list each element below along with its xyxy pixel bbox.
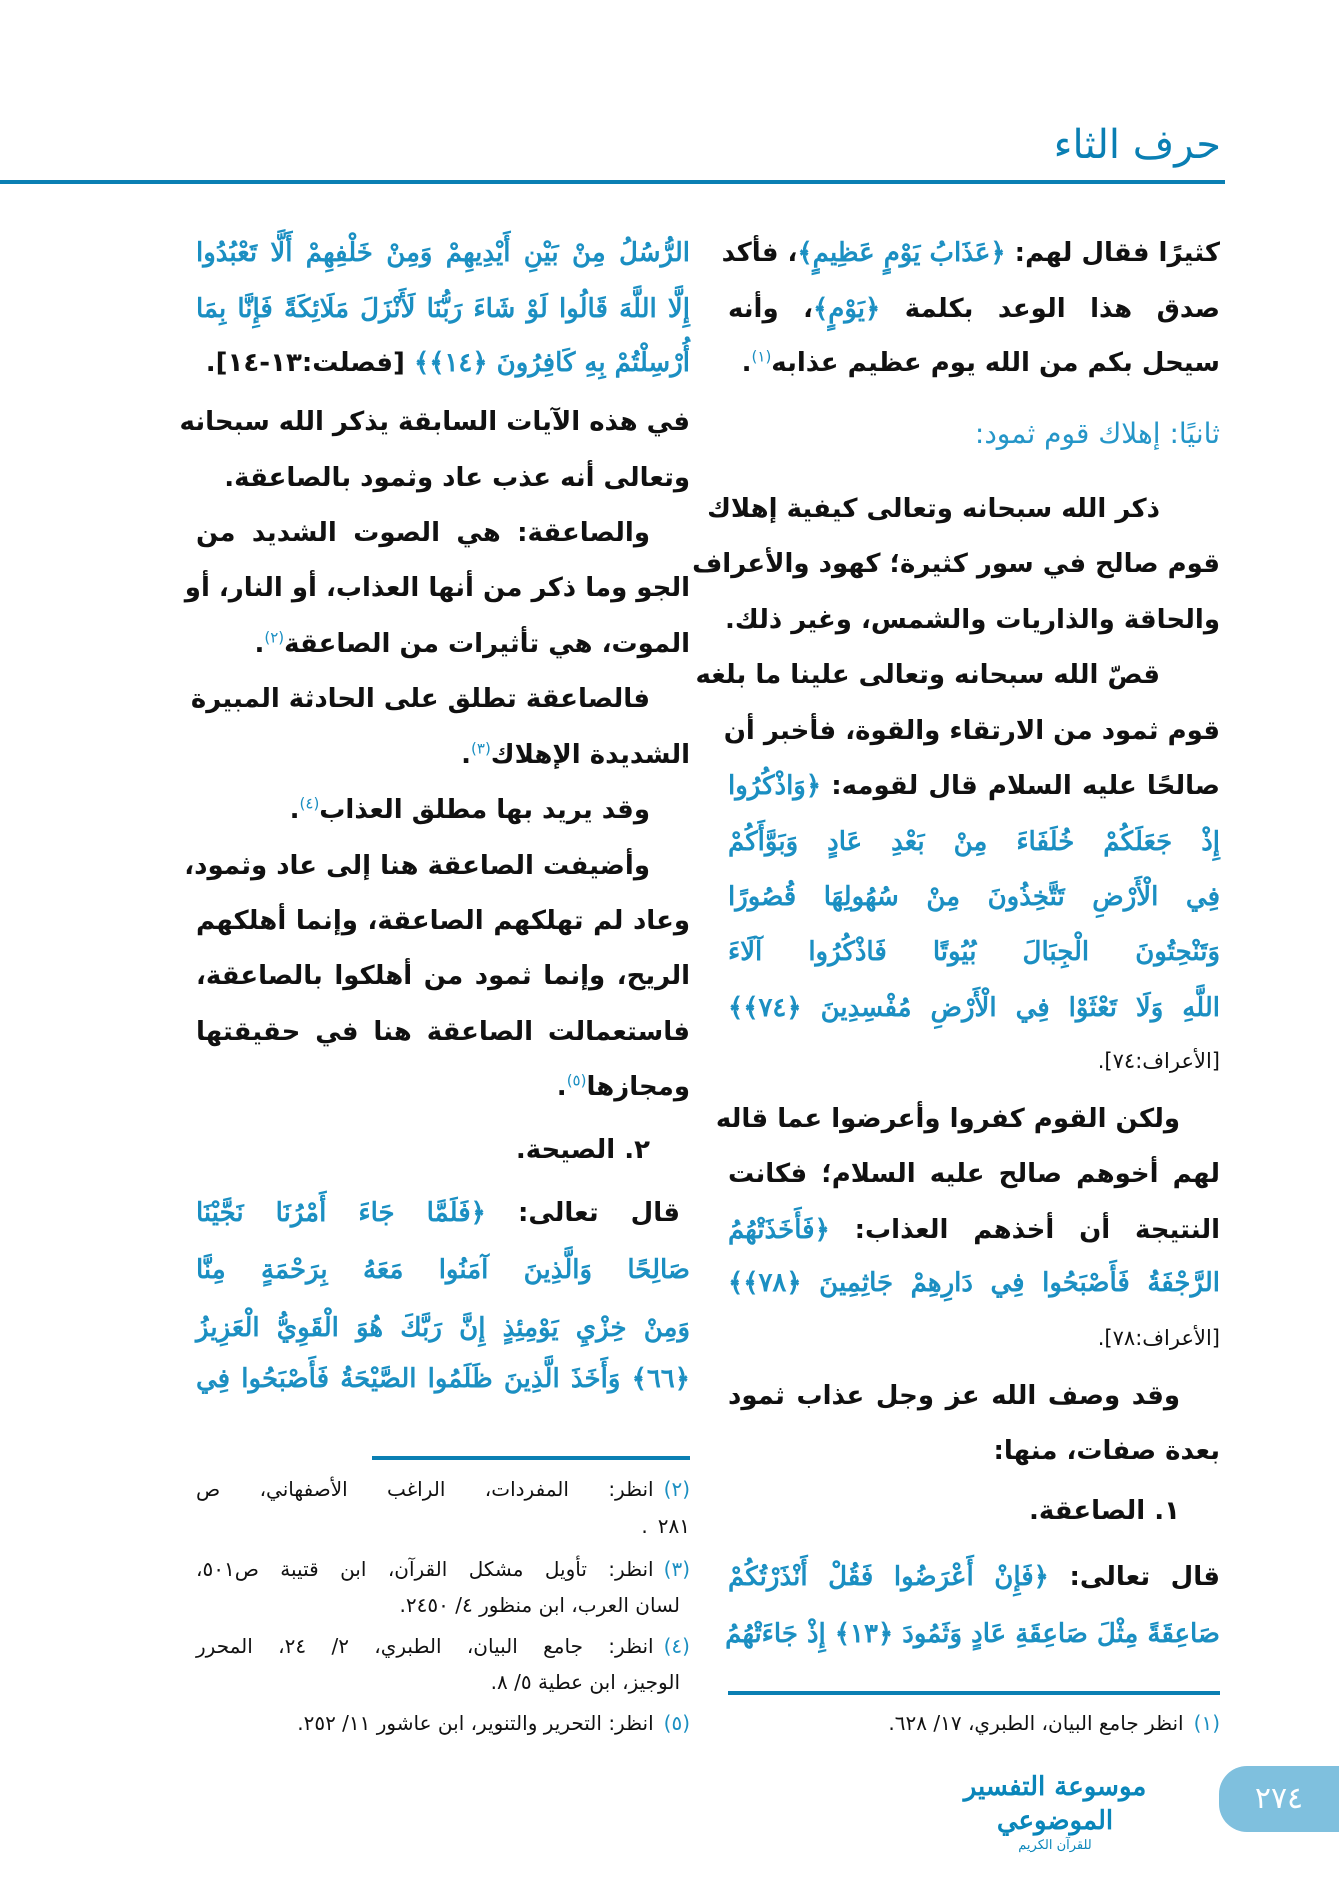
footnote-text: لسان العرب، ابن منظور ٤/ ٢٤٥٠. <box>399 1593 680 1618</box>
text-segment: في هذه الآيات السابقة يذكر الله سبحانه <box>179 407 690 438</box>
quran-verse: ﴿فَإِنْ أَعْرَضُوا فَقُلْ أَنْذَرْتُكُمْ <box>728 1561 1049 1592</box>
text-line <box>196 948 690 1004</box>
footnote-number: (٥) <box>663 1711 690 1736</box>
logo-title: موسوعة التفسير الموضوعي <box>963 1772 1147 1836</box>
text-segment: وقد يريد بها مطلق العذاب <box>319 795 650 826</box>
text-line <box>196 505 690 561</box>
quran-verse: ﴿عَذَابُ يَوْمٍ عَظِيمٍ﴾ <box>797 238 1006 269</box>
text-segment: [الأعراف:٧٨]. <box>1097 1325 1220 1350</box>
text-segment: الموت، هي تأثيرات من الصاعقة <box>284 628 690 659</box>
text-line <box>728 1368 1220 1424</box>
text-segment: ، وأنه <box>728 293 813 324</box>
chapter-title: حرف الثاء <box>1053 122 1221 168</box>
text-segment: كثيرًا فقال لهم: <box>1005 238 1220 269</box>
text-segment: . <box>461 739 472 770</box>
text-line <box>196 1004 690 1060</box>
quran-verse: أُرْسِلْتُمْ بِهِ كَافِرُونَ ﴿١٤﴾﴾ <box>413 348 690 379</box>
text-segment: بعدة صفات، منها: <box>993 1436 1220 1467</box>
text-segment: النتيجة أن أخذهم العذاب: <box>829 1214 1220 1245</box>
text-segment: وعاد لم تهلكهم الصاعقة، وإنما أهلكهم <box>196 906 690 937</box>
verse-reference <box>728 1310 1220 1366</box>
text-line <box>179 394 690 450</box>
footnote <box>196 1508 746 1544</box>
text-segment: . <box>741 348 752 379</box>
quran-verse: اللَّهِ وَلَا تَعْثَوْا فِي الْأَرْضِ مُفْسِدِينَ ﴿٧٤﴾﴾ <box>728 992 1220 1023</box>
footnote-text: الوجيز، ابن عطية ٥/ ٨. <box>490 1670 680 1695</box>
text-line <box>723 703 1220 759</box>
footnote-text: انظر: جامع البيان، الطبري، ٢/ ٢٤، المحرر <box>196 1634 654 1659</box>
text-line <box>728 1549 1220 1605</box>
text-segment: قوم صالح في سور كثيرة؛ كهود والأعراف <box>692 549 1220 580</box>
footnote <box>196 1664 746 1700</box>
logo-subtitle: للقرآن الكريم <box>1018 1838 1092 1853</box>
footnote-marker: (٥) <box>566 1071 587 1090</box>
text-line <box>728 1423 1220 1479</box>
text-line <box>196 1351 690 1407</box>
footnote-text: انظر: المفردات، الراغب الأصفهاني، ص <box>196 1477 654 1502</box>
quran-verse: صَالِحًا وَالَّذِينَ آمَنُوا مَعَهُ بِرَحْمَةٍ مِنَّا <box>196 1255 690 1286</box>
text-line <box>728 814 1220 870</box>
text-segment: صدق هذا الوعد بكلمة <box>880 293 1220 324</box>
quran-verse: إِلَّا اللَّهَ قَالُوا لَوْ شَاءَ رَبُّنَا لَأَنْزَلَ مَلَائِكَةً فَإِنَّا بِمَا <box>196 293 690 324</box>
text-segment: [فصلت:١٣-١٤]. <box>205 348 414 379</box>
section-heading <box>728 406 1220 462</box>
text-segment: ولكن القوم كفروا وأعرضوا عما قاله <box>715 1103 1180 1134</box>
text-segment: وقد وصف الله عز وجل عذاب ثمود <box>728 1380 1180 1411</box>
text-line <box>196 225 690 281</box>
footnote-number: (٢) <box>663 1477 690 1502</box>
text-segment: صالحًا عليه السلام قال لقومه: <box>821 771 1220 802</box>
text-segment: ثانيًا: إهلاك قوم ثمود: <box>974 417 1220 451</box>
text-line <box>728 980 1220 1036</box>
footnote <box>196 1551 690 1587</box>
footnote <box>196 1471 690 1507</box>
text-line <box>184 560 690 616</box>
footnote <box>196 1628 690 1664</box>
publisher-logo <box>930 1770 1180 1854</box>
text-line <box>196 281 690 337</box>
text-segment: ٢. الصيحة. <box>515 1134 650 1165</box>
text-line <box>196 1122 690 1178</box>
text-segment: والصاعقة: هي الصوت الشديد من <box>196 518 650 549</box>
quran-verse: ﴿فَلَمَّا جَاءَ أَمْرُنَا نَجَّيْنَا <box>196 1197 486 1228</box>
footnote-text: انظر: التحرير والتنوير، ابن عاشور ١١/ ٢٥٢. <box>297 1711 654 1736</box>
quran-verse: وَمِنْ خِزْيِ يَوْمِئِذٍ إِنَّ رَبَّكَ هُوَ الْقَوِيُّ الْعَزِيزُ <box>196 1313 690 1344</box>
quran-verse: فِي الْأَرْضِ تَتَّخِذُونَ مِنْ سُهُولِهَا قُصُورًا <box>728 881 1220 912</box>
text-segment: . <box>254 628 265 659</box>
text-line <box>196 335 690 391</box>
text-segment: سيحل بكم من الله يوم عظيم عذابه <box>771 348 1220 379</box>
text-segment: لهم أخوهم صالح عليه السلام؛ فكانت <box>728 1159 1220 1190</box>
text-line <box>728 924 1220 980</box>
quran-verse: وَتَنْحِتُونَ الْجِبَالَ بُيُوتًا فَاذْكُرُوا آلَاءَ <box>728 937 1220 968</box>
text-line <box>196 1059 690 1115</box>
text-segment: . <box>289 795 300 826</box>
quran-verse: الرَّجْفَةُ فَأَصْبَحُوا فِي دَارِهِمْ جَاثِمِينَ ﴿٧٨﴾﴾ <box>728 1267 1220 1298</box>
footnote-text: ٢٨١. <box>641 1513 690 1538</box>
text-line <box>728 1255 1220 1311</box>
text-line <box>721 225 1220 281</box>
text-line <box>728 281 1220 337</box>
footnote <box>728 1705 1220 1741</box>
footnote-number: (٤) <box>663 1634 690 1659</box>
text-line <box>695 647 1220 703</box>
footnote-marker: (٣) <box>471 739 491 758</box>
text-segment: [الأعراف:٧٤]. <box>1097 1048 1220 1073</box>
text-line <box>196 1185 690 1241</box>
text-segment: قال تعالى: <box>1048 1561 1220 1592</box>
text-line <box>728 335 1220 391</box>
text-line <box>196 616 690 672</box>
footnote-number: (٣) <box>663 1556 690 1581</box>
footnote-text: انظر: تأويل مشكل القرآن، ابن قتيبة ص٥٠١، <box>196 1556 654 1581</box>
text-line <box>728 1483 1220 1539</box>
quran-verse: ﴿وَاذْكُرُوا <box>728 771 822 802</box>
footnote-marker: (٢) <box>264 628 285 647</box>
quran-verse: صَاعِقَةً مِثْلَ صَاعِقَةِ عَادٍ وَثَمُودَ ﴿١٣﴾ إِذْ جَاءَتْهُمُ <box>725 1619 1220 1650</box>
text-segment: ومجازها <box>586 1072 690 1103</box>
text-segment: وأضيفت الصاعقة هنا إلى عاد وثمود، <box>184 850 650 881</box>
footnote <box>196 1705 690 1741</box>
text-line <box>692 536 1220 592</box>
text-line <box>728 758 1220 814</box>
text-segment: وتعالى أنه عذب عاد وثمود بالصاعقة. <box>224 462 690 493</box>
text-segment: والحاقة والذاريات والشمس، وغير ذلك. <box>725 604 1220 635</box>
text-line <box>190 671 690 727</box>
page-number: ٢٧٤ <box>1219 1766 1339 1832</box>
text-line <box>184 838 690 894</box>
text-segment: الجو وما ذكر من أنها العذاب، أو النار، أو <box>184 573 690 604</box>
text-line <box>728 1202 1220 1258</box>
text-line <box>196 727 690 783</box>
text-line <box>196 1300 690 1356</box>
text-segment: قال تعالى: <box>485 1197 681 1228</box>
quran-verse: ﴿فَأَخَذَتْهُمُ <box>728 1214 830 1245</box>
text-segment: ذكر الله سبحانه وتعالى كيفية إهلاك <box>707 493 1160 524</box>
text-line <box>728 869 1220 925</box>
text-segment: قصّ الله سبحانه وتعالى علينا ما بلغه <box>695 660 1160 691</box>
quran-verse: ﴿٦٦﴾ وَأَخَذَ الَّذِينَ ظَلَمُوا الصَّيْحَةُ فَأَصْبَحُوا فِي <box>196 1363 690 1394</box>
footnote-number: (١) <box>1193 1711 1220 1736</box>
footnote <box>196 1587 746 1623</box>
quran-verse: الرُّسُلُ مِنْ بَيْنِ أَيْدِيهِمْ وَمِنْ خَلْفِهِمْ أَلَّا تَعْبُدُوا <box>196 238 690 269</box>
text-segment: فالصاعقة تطلق على الحادثة المبيرة <box>190 684 650 715</box>
text-line <box>728 1146 1220 1202</box>
text-segment: الريح، وإنما ثمود من أهلكوا بالصاعقة، <box>196 961 690 992</box>
text-segment: . <box>556 1072 567 1103</box>
footnote-rule <box>372 1456 690 1460</box>
text-segment: فاستعمالت الصاعقة هنا في حقيقتها <box>196 1016 690 1047</box>
text-segment: الشديدة الإهلاك <box>490 739 690 770</box>
text-segment: قوم ثمود من الارتقاء والقوة، فأخبر أن <box>723 715 1220 746</box>
text-line <box>715 1091 1220 1147</box>
right-column <box>692 0 1220 1890</box>
verse-reference <box>728 1033 1220 1089</box>
text-line <box>196 893 690 949</box>
text-segment: ١. الصاعقة. <box>1029 1496 1180 1527</box>
quran-verse: إِذْ جَعَلَكُمْ خُلَفَاءَ مِنْ بَعْدِ عَادٍ وَبَوَّأَكُمْ <box>728 826 1220 857</box>
text-segment: ، فأكد <box>721 238 798 269</box>
footnote-marker: (٤) <box>299 794 320 813</box>
footnote-text: انظر جامع البيان، الطبري، ١٧/ ٦٢٨. <box>888 1711 1184 1736</box>
text-line <box>196 450 690 506</box>
footnote-marker: (١) <box>751 347 772 366</box>
text-line <box>196 1242 690 1298</box>
text-line <box>707 481 1220 537</box>
text-line <box>725 1606 1220 1662</box>
text-line <box>196 782 690 838</box>
quran-verse: ﴿يَوْمٍ﴾ <box>812 293 881 324</box>
text-line <box>725 592 1220 648</box>
footnote-rule <box>728 1691 1220 1695</box>
